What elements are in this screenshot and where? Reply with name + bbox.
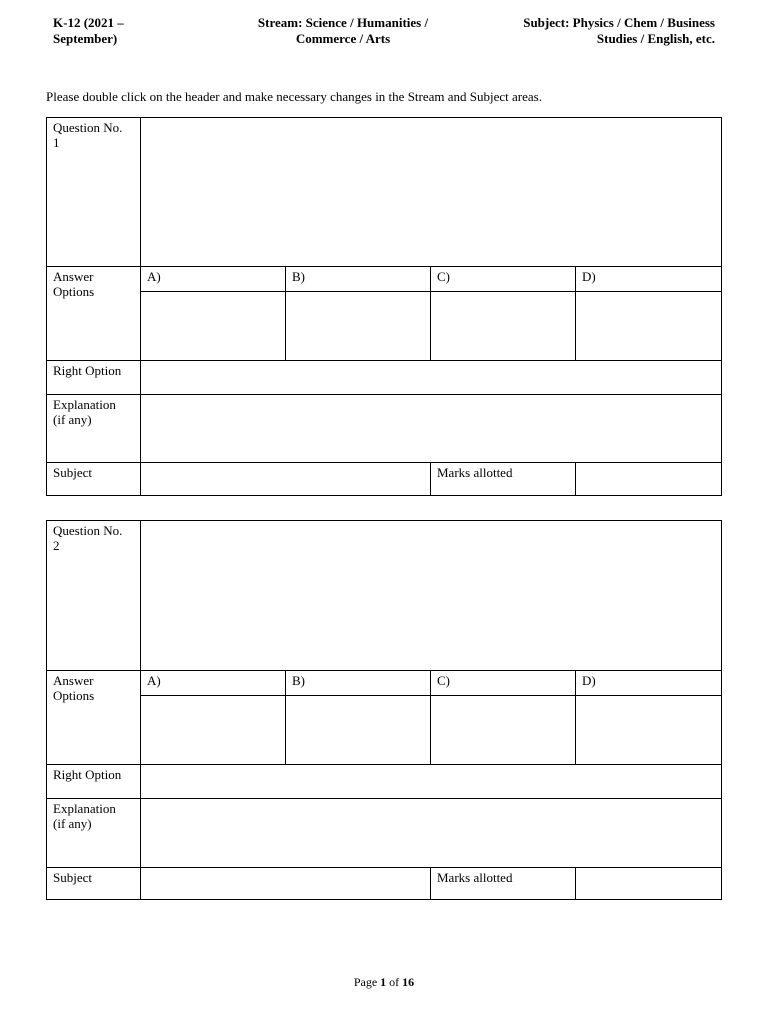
header-subject: Subject: Physics / Chem / Business Studies / English, etc. xyxy=(523,15,715,46)
right-option-cell[interactable] xyxy=(141,361,722,395)
subject-label: Subject xyxy=(47,868,141,900)
page-header[interactable] xyxy=(53,15,715,51)
question-text-cell[interactable] xyxy=(141,118,722,267)
explanation-cell[interactable] xyxy=(141,395,722,463)
option-c-label: C) xyxy=(431,671,576,696)
right-option-label: Right Option xyxy=(47,361,141,395)
instruction-text: Please double click on the header and make necessary changes in the Stream and Subject areas. xyxy=(46,89,542,104)
explanation-label: Explanation (if any) xyxy=(47,395,141,463)
page-current-number: 1 xyxy=(380,975,387,989)
option-a-label: A) xyxy=(141,267,286,292)
marks-allotted-cell[interactable] xyxy=(576,463,722,496)
option-d-cell[interactable] xyxy=(576,696,722,765)
option-d-label: D) xyxy=(576,671,722,696)
option-b-cell[interactable] xyxy=(286,696,431,765)
option-d-cell[interactable] xyxy=(576,292,722,361)
answer-options-label: Answer Options xyxy=(47,671,141,765)
question-table-1 xyxy=(46,117,722,496)
marks-allotted-cell[interactable] xyxy=(576,868,722,900)
option-d-label: D) xyxy=(576,267,722,292)
header-stream: Stream: Science / Humanities / Commerce / Arts xyxy=(257,15,429,46)
subject-cell[interactable] xyxy=(141,868,431,900)
explanation-cell[interactable] xyxy=(141,799,722,868)
answer-options-label: Answer Options xyxy=(47,267,141,361)
marks-allotted-label: Marks allotted xyxy=(431,868,576,900)
marks-allotted-label: Marks allotted xyxy=(431,463,576,496)
option-b-cell[interactable] xyxy=(286,292,431,361)
option-a-cell[interactable] xyxy=(141,696,286,765)
page-footer xyxy=(0,975,768,990)
option-c-cell[interactable] xyxy=(431,292,576,361)
page-total-number: 16 xyxy=(402,975,415,989)
question-label: Question No. 1 xyxy=(47,118,141,267)
question-label: Question No. 2 xyxy=(47,521,141,671)
option-a-label: A) xyxy=(141,671,286,696)
option-b-label: B) xyxy=(286,671,431,696)
option-a-cell[interactable] xyxy=(141,292,286,361)
question-text-cell[interactable] xyxy=(141,521,722,671)
question-table-2 xyxy=(46,520,722,900)
of-word: of xyxy=(389,975,400,989)
option-c-cell[interactable] xyxy=(431,696,576,765)
right-option-label: Right Option xyxy=(47,765,141,799)
subject-label: Subject xyxy=(47,463,141,496)
subject-cell[interactable] xyxy=(141,463,431,496)
explanation-label: Explanation (if any) xyxy=(47,799,141,868)
right-option-cell[interactable] xyxy=(141,765,722,799)
header-grade-date: K-12 (2021 – September) xyxy=(53,15,124,46)
option-b-label: B) xyxy=(286,267,431,292)
page-word: Page xyxy=(353,975,378,989)
option-c-label: C) xyxy=(431,267,576,292)
